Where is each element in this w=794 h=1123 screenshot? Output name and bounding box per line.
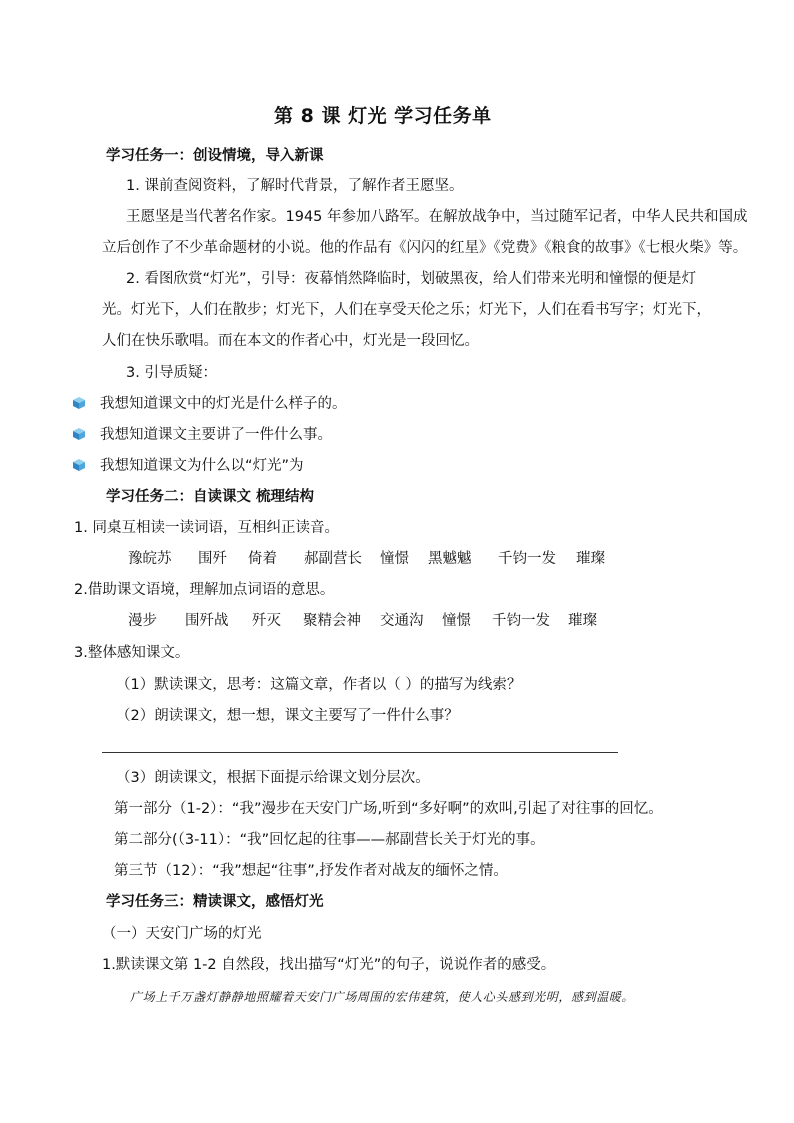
bullet-item: 我想知道课文为什么以“灯光”为 [100, 458, 304, 474]
vocab-word: 围歼 [198, 551, 227, 567]
page-title: 第 8 课 灯光 学习任务单 [274, 105, 492, 127]
vocab-word: 倚着 [248, 551, 277, 567]
quoted-sentence: 广场上千万盏灯静静地照耀着天安门广场周围的宏伟建筑，使人心头感到光明，感到温暖。 [130, 990, 635, 1004]
cube-bullet-icon [72, 396, 86, 410]
vocab-word: 黑魆魆 [428, 551, 472, 567]
task1-item1: 1. 课前查阅资料，了解时代背景，了解作者王愿坚。 [126, 178, 464, 194]
vocab-word: 憧憬 [380, 551, 409, 567]
task2-sub2: （2）朗读课文，想一想，课文主要写了一件什么事？ [116, 708, 459, 724]
cube-bullet-icon [72, 427, 86, 441]
vocab-word: 围歼战 [185, 613, 229, 629]
vocab-word: 聚精会神 [303, 613, 361, 629]
vocab-word: 千钧一发 [498, 551, 556, 567]
cube-bullet-icon [72, 458, 86, 472]
task2-sub3: （3）朗读课文，根据下面提示给课文划分层次。 [116, 770, 430, 786]
task2-sub1: （1）默读课文，思考：这篇文章，作者以（ ）的描写为线索？ [116, 677, 522, 693]
task3-q1: 1.默读课文第 1-2 自然段，找出描写“灯光”的句子，说说作者的感受。 [102, 957, 556, 973]
task2-heading: 学习任务二：自读课文 梳理结构 [106, 489, 315, 505]
task1-item2-line1: 2. 看图欣赏“灯光”，引导：夜幕悄然降临时，划破黑夜，给人们带来光明和憧憬的便是灯 [126, 271, 696, 287]
bullet-item: 我想知道课文中的灯光是什么样子的。 [100, 396, 347, 412]
vocab-word: 千钧一发 [492, 613, 550, 629]
vocab-word: 歼灭 [252, 613, 281, 629]
answer-line [102, 752, 618, 753]
task3-heading: 学习任务三：精读课文，感悟灯光 [106, 894, 324, 910]
task1-bio-line2: 立后创作了不少革命题材的小说。他的作品有《闪闪的红星》《党费》《粮食的故事》《七根火柴》等。 [102, 240, 748, 256]
task2-q1: 1. 同桌互相读一读词语，互相纠正读音。 [74, 520, 339, 536]
task3-section: （一）天安门广场的灯光 [102, 926, 262, 942]
vocab-word: 豫皖苏 [128, 551, 172, 567]
vocab-word: 璀璨 [576, 551, 605, 567]
bullet-item: 我想知道课文主要讲了一件什么事。 [100, 427, 332, 443]
task1-item3: 3. 引导质疑： [126, 365, 217, 381]
task2-part2: 第二部分(（3-11）：“我”回忆起的往事——郝副营长关于灯光的事。 [114, 832, 545, 848]
task1-item2-line2: 光。灯光下，人们在散步；灯光下，人们在享受天伦之乐；灯光下，人们在看书写字；灯光下， [102, 302, 711, 318]
vocab-word: 漫步 [128, 613, 157, 629]
task2-part3: 第三节（12）：“我”想起“往事”,抒发作者对战友的缅怀之情。 [114, 863, 508, 879]
vocab-word: 憧憬 [442, 613, 471, 629]
task1-heading: 学习任务一：创设情境，导入新课 [106, 148, 324, 164]
task2-q2: 2.借助课文语境，理解加点词语的意思。 [74, 582, 335, 598]
task1-bio-line1: 王愿坚是当代著名作家。1945 年参加八路军。在解放战争中，当过随军记者，中华人民共和国成 [126, 209, 748, 225]
task2-part1: 第一部分（1-2）：“我”漫步在天安门广场,听到“多好啊”的欢叫,引起了对往事的回忆。 [114, 801, 663, 817]
vocab-word: 交通沟 [380, 613, 424, 629]
task2-q3: 3.整体感知课文。 [74, 645, 190, 661]
vocab-word: 璀璨 [568, 613, 597, 629]
task1-item2-line3: 人们在快乐歌唱。而在本文的作者心中，灯光是一段回忆。 [102, 333, 479, 349]
vocab-word: 郝副营长 [304, 551, 362, 567]
